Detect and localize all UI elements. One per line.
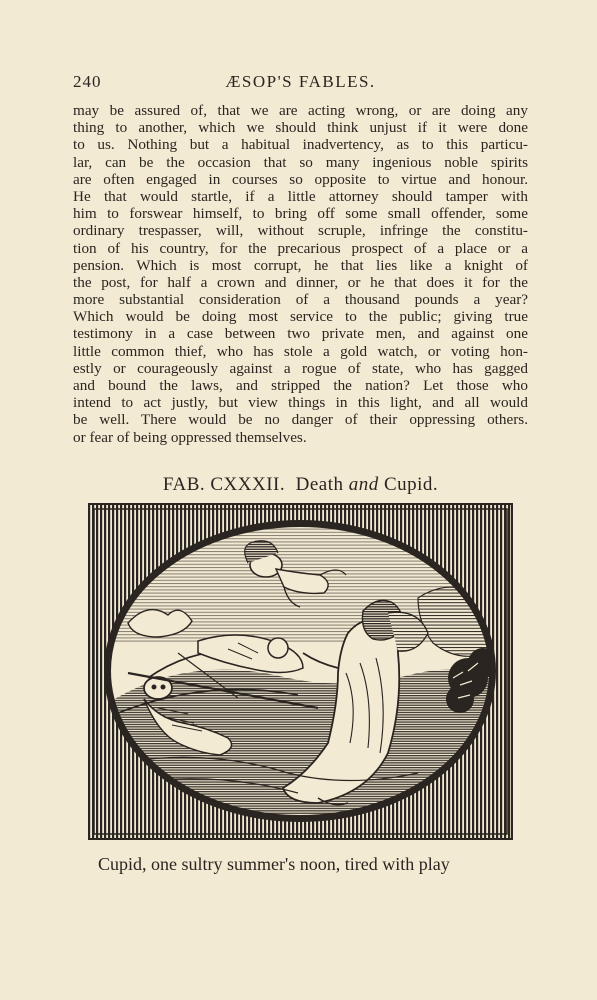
woodcut-svg xyxy=(88,503,513,840)
fable-title-start: Death xyxy=(295,474,344,495)
text-line: tion of his country, for the precarious prospect of a place or a xyxy=(73,239,528,257)
text-line: Which would be doing most service to the public; giving true xyxy=(73,308,528,326)
running-title: ÆSOP'S FABLES. xyxy=(225,72,376,91)
text-line: to us. Nothing but a habitual inadvertency, as to this particu- xyxy=(73,136,528,154)
fable-opening-line: Cupid, one sultry summer's noon, tired with play xyxy=(98,854,450,874)
text-line: estly or courageously against a rogue of state, who has gagged xyxy=(73,359,528,377)
body-text xyxy=(73,102,528,446)
text-line: him to forswear himself, to bring off some small offender, some xyxy=(73,205,528,223)
fable-title-and: and xyxy=(348,474,379,495)
text-line: testimony in a case between two private men, and against one xyxy=(73,325,528,343)
text-line: be well. There would be no danger of their oppressing others. xyxy=(73,411,528,429)
text-line: are often engaged in courses so opposite to virtue and honour. xyxy=(73,170,528,188)
woodcut-illustration xyxy=(88,503,513,840)
text-line: He that would startle, if a little attorney should tamper with xyxy=(73,187,528,205)
fable-number: FAB. CXXXII. xyxy=(162,474,286,495)
text-line: thing to another, which we should think unjust if it were done xyxy=(73,119,528,137)
text-line: the post, for half a crown and dinner, or he that does it for the xyxy=(73,273,528,291)
text-line: pension. Which is most corrupt, he that lies like a knight of xyxy=(73,256,528,274)
text-line: or fear of being oppressed themselves. xyxy=(73,428,307,446)
text-line: more substantial consideration of a thousand pounds a year? xyxy=(73,291,528,309)
text-line: lar, can be the occasion that so many ingenious noble spirits xyxy=(73,153,528,171)
text-line: intend to act justly, but view things in this light, and all would xyxy=(73,394,528,412)
text-line: and bound the laws, and stripped the nation? Let those who xyxy=(73,377,528,394)
text-line: may be assured of, that we are acting wrong, or are doing any xyxy=(73,102,528,119)
text-line: little common thief, who has stole a gold watch, or voting hon- xyxy=(73,342,528,360)
fable-heading xyxy=(73,474,528,496)
fable-title-end: Cupid. xyxy=(383,474,439,495)
running-head xyxy=(73,72,528,96)
page-number: 240 xyxy=(73,72,102,91)
text-line: ordinary trespasser, will, without scruple, infringe the constitu- xyxy=(73,222,528,240)
